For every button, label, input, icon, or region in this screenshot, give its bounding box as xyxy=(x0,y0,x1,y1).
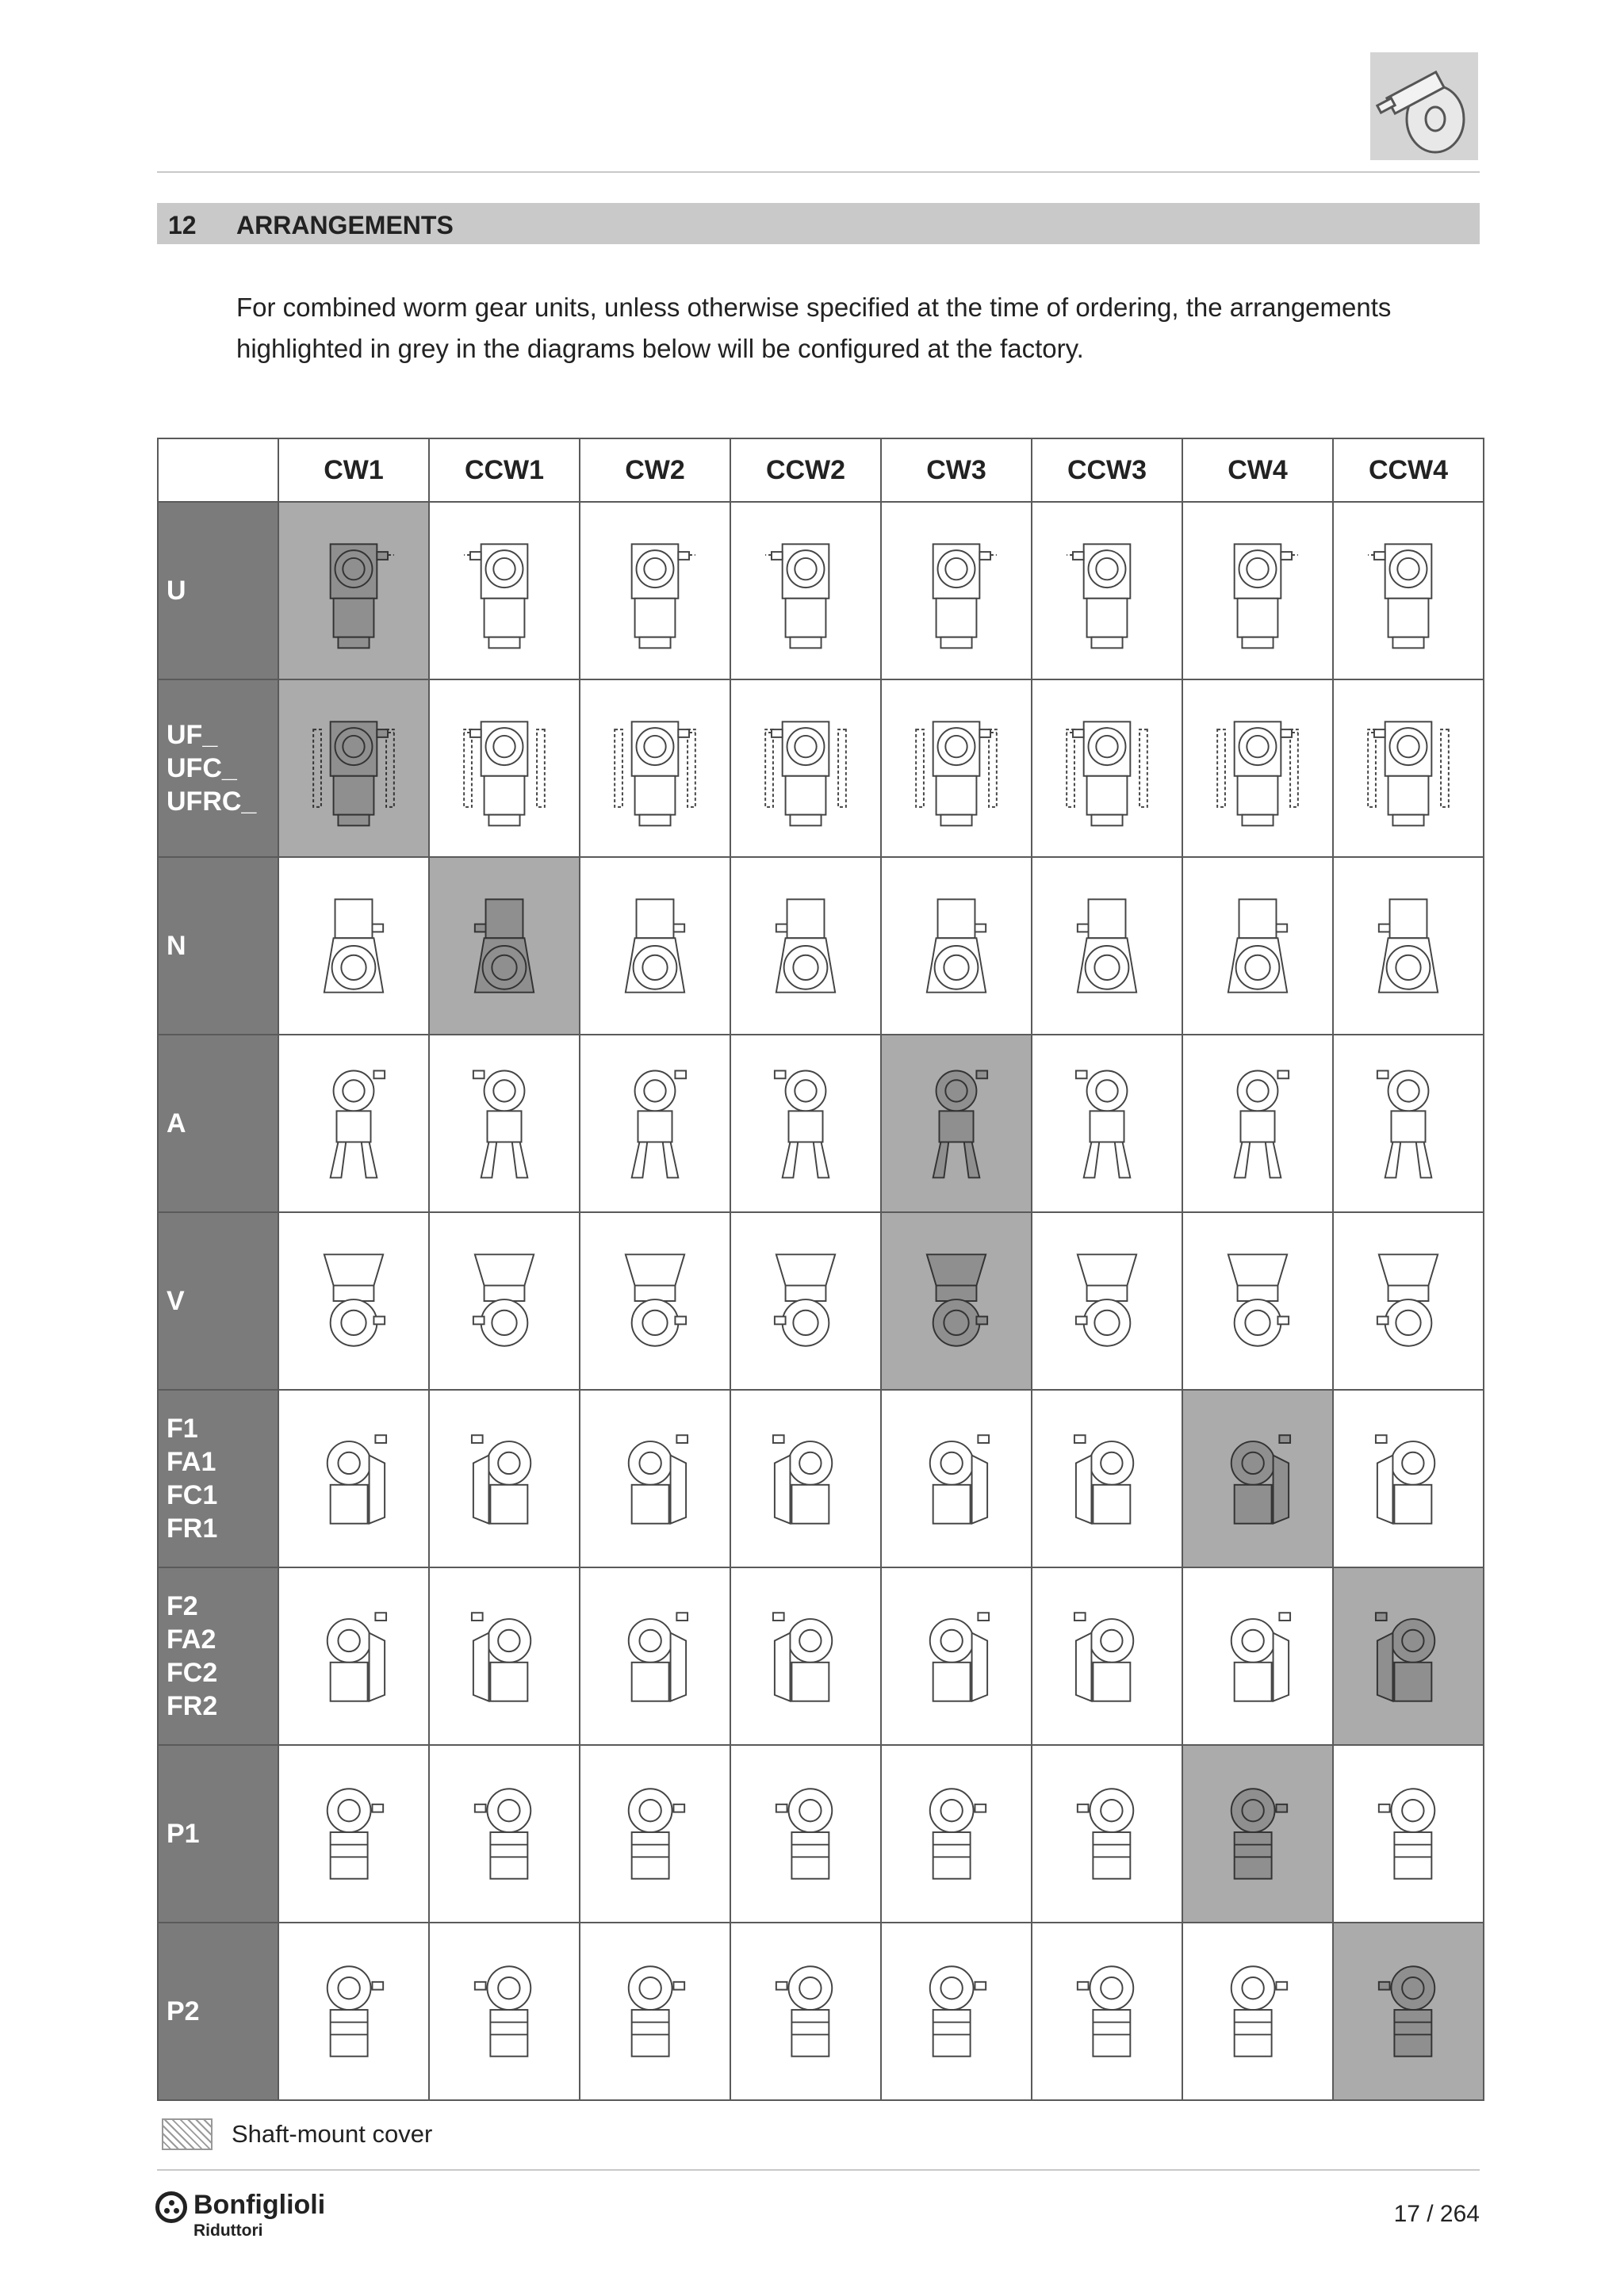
gear-diagram-icon xyxy=(1362,1764,1455,1904)
table-corner xyxy=(158,438,278,502)
arrangement-cell xyxy=(730,679,881,857)
arrangement-cell xyxy=(881,1745,1032,1923)
section-number: 12 xyxy=(168,211,197,239)
bonfiglioli-logo-icon xyxy=(155,2191,187,2223)
row-header xyxy=(158,1923,278,2100)
arrangement-cell xyxy=(1182,1923,1333,2100)
gear-diagram-icon xyxy=(307,521,400,660)
gear-diagram-icon xyxy=(1362,1586,1455,1726)
gear-diagram-icon xyxy=(759,1054,852,1193)
hatched-box-icon xyxy=(162,2118,213,2150)
gear-diagram-icon xyxy=(910,521,1003,660)
arrangement-cell xyxy=(429,1035,580,1212)
column-header: CW2 xyxy=(580,438,730,502)
gear-diagram-icon xyxy=(1362,1054,1455,1193)
gear-diagram-icon xyxy=(1060,1054,1154,1193)
gear-diagram-icon xyxy=(1060,1942,1154,2081)
gear-diagram-icon xyxy=(608,876,702,1016)
arrangement-cell xyxy=(580,1390,730,1567)
row-header xyxy=(158,502,278,679)
row-label: FA2 xyxy=(167,1624,216,1655)
arrangement-cell xyxy=(881,857,1032,1035)
row-label: V xyxy=(167,1286,185,1316)
arrangement-cell xyxy=(580,502,730,679)
gear-diagram-icon xyxy=(1211,876,1304,1016)
gear-diagram-icon xyxy=(307,698,400,838)
table-row xyxy=(158,857,1484,1035)
row-header xyxy=(158,1390,278,1567)
arrangement-cell xyxy=(730,502,881,679)
arrangement-cell xyxy=(278,1923,429,2100)
gear-diagram-icon xyxy=(910,698,1003,838)
row-label: UFC_ xyxy=(167,753,237,783)
row-label: FA1 xyxy=(167,1447,216,1477)
arrangement-cell xyxy=(881,1567,1032,1745)
arrangement-cell xyxy=(429,1745,580,1923)
gear-diagram-icon xyxy=(1211,1054,1304,1193)
arrangement-cell-highlighted xyxy=(429,857,580,1035)
arrangement-cell xyxy=(580,1035,730,1212)
gear-diagram-icon xyxy=(759,1764,852,1904)
gear-diagram-icon xyxy=(458,1054,551,1193)
gear-diagram-icon xyxy=(1211,1942,1304,2081)
arrangement-cell xyxy=(278,857,429,1035)
arrangement-cell xyxy=(730,1035,881,1212)
gear-diagram-icon xyxy=(1211,1764,1304,1904)
column-header: CCW3 xyxy=(1032,438,1182,502)
gear-diagram-icon xyxy=(1362,1409,1455,1548)
gear-diagram-icon xyxy=(307,1054,400,1193)
arrangement-cell-highlighted xyxy=(1182,1390,1333,1567)
arrangement-cell xyxy=(730,1390,881,1567)
row-label: U xyxy=(167,576,186,606)
gear-diagram-icon xyxy=(759,876,852,1016)
column-header: CW1 xyxy=(278,438,429,502)
arrangement-cell xyxy=(580,1567,730,1745)
arrangement-cell xyxy=(278,1567,429,1745)
arrangement-cell xyxy=(1032,857,1182,1035)
section-header xyxy=(157,203,1480,244)
gear-diagram-icon xyxy=(759,1586,852,1726)
arrangement-cell xyxy=(1333,679,1484,857)
arrangement-cell xyxy=(1333,502,1484,679)
arrangement-cell xyxy=(1182,502,1333,679)
gear-diagram-icon xyxy=(1211,698,1304,838)
arrangement-cell xyxy=(1333,857,1484,1035)
gear-diagram-icon xyxy=(1060,1231,1154,1371)
row-label: N xyxy=(167,931,186,961)
gear-diagram-icon xyxy=(910,876,1003,1016)
gear-diagram-icon xyxy=(608,1942,702,2081)
gear-diagram-icon xyxy=(1211,521,1304,660)
table-row xyxy=(158,1567,1484,1745)
column-header: CCW2 xyxy=(730,438,881,502)
column-header: CCW1 xyxy=(429,438,580,502)
gear-diagram-icon xyxy=(1362,521,1455,660)
brand-name: Bonfiglioli xyxy=(193,2190,326,2220)
arrangement-cell-highlighted xyxy=(881,1212,1032,1390)
gear-diagram-icon xyxy=(910,1231,1003,1371)
arrangement-cell xyxy=(580,857,730,1035)
table-row xyxy=(158,1035,1484,1212)
arrangement-cell xyxy=(730,1745,881,1923)
arrangement-cell xyxy=(1182,679,1333,857)
arrangement-cell xyxy=(730,1567,881,1745)
gear-diagram-icon xyxy=(1060,1409,1154,1548)
arrangement-cell xyxy=(881,1923,1032,2100)
arrangement-cell xyxy=(1182,857,1333,1035)
header-rule xyxy=(157,171,1480,173)
section-title: ARRANGEMENTS xyxy=(236,211,454,239)
row-header xyxy=(158,1035,278,1212)
arrangement-cell xyxy=(429,1212,580,1390)
arrangement-cell xyxy=(1182,1212,1333,1390)
arrangement-cell xyxy=(580,1745,730,1923)
arrangement-cell xyxy=(580,1212,730,1390)
gear-diagram-icon xyxy=(458,1764,551,1904)
gear-diagram-icon xyxy=(1362,876,1455,1016)
gear-diagram-icon xyxy=(1362,698,1455,838)
arrangement-cell xyxy=(580,1923,730,2100)
arrangement-cell xyxy=(881,502,1032,679)
row-header xyxy=(158,679,278,857)
gear-diagram-icon xyxy=(608,521,702,660)
gear-diagram-icon xyxy=(759,698,852,838)
legend-label: Shaft-mount cover xyxy=(232,2120,433,2148)
arrangement-cell xyxy=(1032,1923,1182,2100)
gear-diagram-icon xyxy=(1362,1942,1455,2081)
gear-diagram-icon xyxy=(458,1231,551,1371)
arrangement-cell xyxy=(1032,1390,1182,1567)
arrangement-cell xyxy=(1032,1745,1182,1923)
arrangement-cell xyxy=(429,1390,580,1567)
arrangement-cell-highlighted xyxy=(1333,1923,1484,2100)
gear-diagram-icon xyxy=(307,1942,400,2081)
table-row xyxy=(158,1923,1484,2100)
gear-diagram-icon xyxy=(759,1231,852,1371)
row-label: FR2 xyxy=(167,1691,218,1721)
table-row xyxy=(158,1745,1484,1923)
gear-diagram-icon xyxy=(458,1409,551,1548)
gear-diagram-icon xyxy=(1211,1409,1304,1548)
arrangement-cell xyxy=(278,1035,429,1212)
gear-diagram-icon xyxy=(608,1586,702,1726)
arrangement-cell xyxy=(881,679,1032,857)
row-label: UF_ xyxy=(167,720,218,750)
arrangement-cell xyxy=(1333,1745,1484,1923)
arrangement-cell xyxy=(429,1923,580,2100)
arrangement-cell xyxy=(1032,1567,1182,1745)
arrangement-cell xyxy=(429,679,580,857)
gear-diagram-icon xyxy=(759,1942,852,2081)
gear-diagram-icon xyxy=(1362,1231,1455,1371)
arrangement-cell xyxy=(429,502,580,679)
row-label: FR1 xyxy=(167,1513,218,1544)
row-label: FC1 xyxy=(167,1480,218,1510)
row-label: UFRC_ xyxy=(167,786,257,817)
gear-diagram-icon xyxy=(759,521,852,660)
gear-diagram-icon xyxy=(307,1231,400,1371)
gear-diagram-icon xyxy=(1060,1764,1154,1904)
arrangement-cell xyxy=(1032,679,1182,857)
gear-diagram-icon xyxy=(458,1586,551,1726)
gear-diagram-icon xyxy=(910,1054,1003,1193)
gear-diagram-icon xyxy=(608,1764,702,1904)
arrangement-cell xyxy=(1333,1212,1484,1390)
arrangement-cell xyxy=(1182,1567,1333,1745)
row-header xyxy=(158,1745,278,1923)
arrangement-cell xyxy=(278,1745,429,1923)
arrangements-table xyxy=(157,438,1484,2101)
arrangement-cell xyxy=(730,1923,881,2100)
arrangement-cell xyxy=(429,1567,580,1745)
gear-diagram-icon xyxy=(458,1942,551,2081)
row-label: F2 xyxy=(167,1591,198,1621)
column-header: CW3 xyxy=(881,438,1032,502)
footer-rule xyxy=(157,2169,1480,2171)
column-header: CW4 xyxy=(1182,438,1333,502)
row-header xyxy=(158,857,278,1035)
table-row xyxy=(158,1212,1484,1390)
gear-diagram-icon xyxy=(307,1764,400,1904)
row-label: A xyxy=(167,1108,186,1138)
intro-paragraph: For combined worm gear units, unless otherwise specified at the time of ordering, the arrangements highlighted in grey in the diagrams below will be configured at the factory. xyxy=(236,293,1392,363)
page-number: 17 / 264 xyxy=(1393,2201,1480,2227)
gear-diagram-icon xyxy=(910,1764,1003,1904)
gear-diagram-icon xyxy=(608,1409,702,1548)
arrangement-cell xyxy=(1333,1035,1484,1212)
gear-diagram-icon xyxy=(608,1054,702,1193)
column-header: CCW4 xyxy=(1333,438,1484,502)
row-label: P1 xyxy=(167,1819,200,1849)
arrangement-cell xyxy=(881,1390,1032,1567)
arrangement-cell-highlighted xyxy=(278,502,429,679)
arrangement-cell xyxy=(278,1390,429,1567)
arrangement-cell xyxy=(730,1212,881,1390)
arrangement-cell-highlighted xyxy=(278,679,429,857)
arrangement-cell xyxy=(278,1212,429,1390)
arrangement-cell xyxy=(1032,1035,1182,1212)
table-row xyxy=(158,1390,1484,1567)
gear-diagram-icon xyxy=(1060,1586,1154,1726)
gear-diagram-icon xyxy=(608,698,702,838)
gear-diagram-icon xyxy=(1211,1231,1304,1371)
arrangement-cell-highlighted xyxy=(1182,1745,1333,1923)
arrangement-cell xyxy=(1333,1390,1484,1567)
table-row xyxy=(158,502,1484,679)
row-label: FC2 xyxy=(167,1658,218,1688)
row-label: P2 xyxy=(167,1996,200,2026)
gear-diagram-icon xyxy=(307,1586,400,1726)
arrangement-cell xyxy=(1032,502,1182,679)
worm-gear-icon xyxy=(1370,52,1478,160)
gear-diagram-icon xyxy=(1060,521,1154,660)
gear-diagram-icon xyxy=(1060,876,1154,1016)
gear-diagram-icon xyxy=(307,876,400,1016)
gear-diagram-icon xyxy=(1060,698,1154,838)
arrangement-cell xyxy=(1032,1212,1182,1390)
gear-diagram-icon xyxy=(759,1409,852,1548)
gear-diagram-icon xyxy=(608,1231,702,1371)
row-header xyxy=(158,1212,278,1390)
arrangement-cell xyxy=(730,857,881,1035)
gear-diagram-icon xyxy=(458,876,551,1016)
arrangement-cell-highlighted xyxy=(1333,1567,1484,1745)
gear-diagram-icon xyxy=(307,1409,400,1548)
gear-diagram-icon xyxy=(458,698,551,838)
table-row xyxy=(158,679,1484,857)
arrangement-cell xyxy=(580,679,730,857)
row-label: F1 xyxy=(167,1414,198,1444)
brand-subname: Riduttori xyxy=(193,2221,263,2240)
gear-diagram-icon xyxy=(910,1409,1003,1548)
gear-diagram-icon xyxy=(910,1942,1003,2081)
arrangement-cell-highlighted xyxy=(881,1035,1032,1212)
gear-diagram-icon xyxy=(910,1586,1003,1726)
gear-diagram-icon xyxy=(458,521,551,660)
row-header xyxy=(158,1567,278,1745)
arrangement-cell xyxy=(1182,1035,1333,1212)
gear-diagram-icon xyxy=(1211,1586,1304,1726)
